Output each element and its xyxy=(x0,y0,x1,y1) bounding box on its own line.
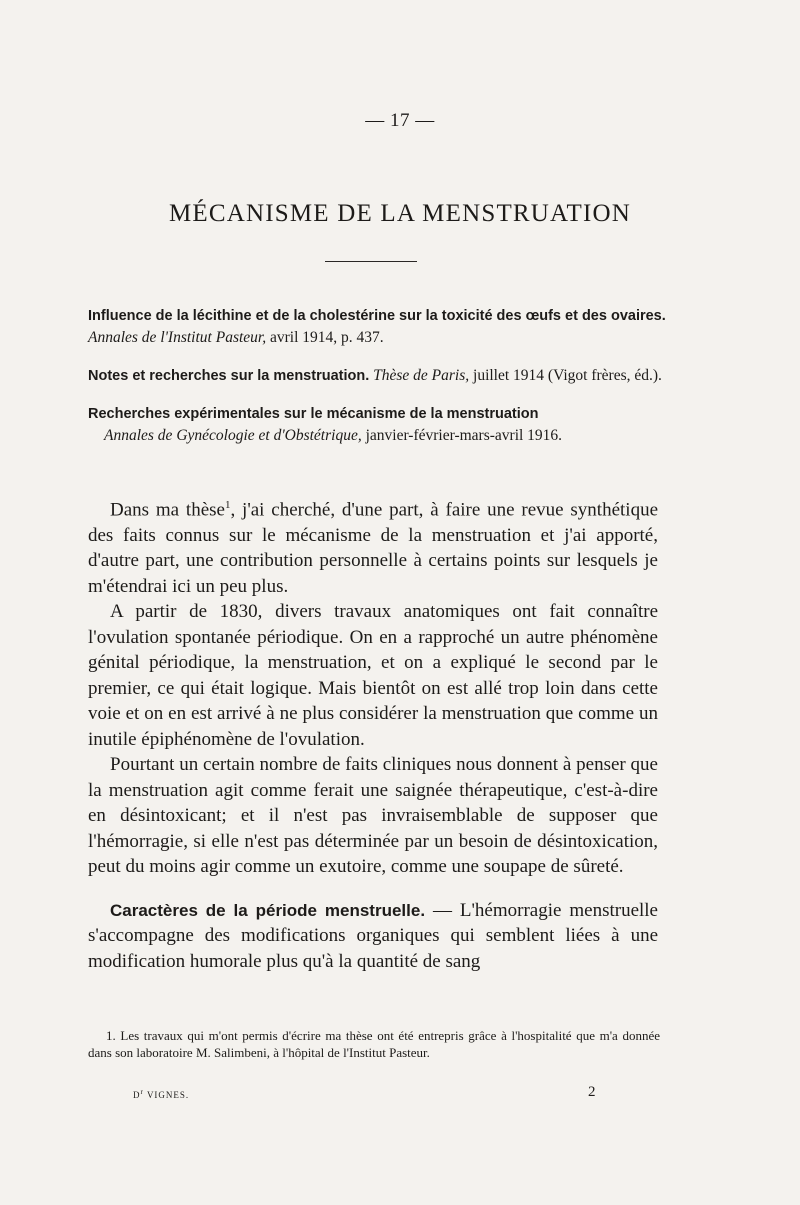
signature-prefix: D xyxy=(133,1090,141,1100)
title-divider xyxy=(325,261,417,262)
reference-list xyxy=(88,305,673,463)
page-number: — 17 — xyxy=(365,110,435,131)
section-heading: Caractères de la période menstruelle. xyxy=(110,900,426,920)
body-text xyxy=(88,493,658,974)
chapter-title: MÉCANISME DE LA MENSTRUATION xyxy=(168,200,632,227)
reference-title: Influence de la lécithine et de la cholestérine sur la toxicité des œufs et des ovaires. xyxy=(88,308,666,324)
paragraph: Pourtant un certain nombre de faits cliniques nous donnent à penser que la menstruation agit comme ferait une saignée thérapeutique, c'est-à-dire en désintoxicant; et il n'est pas invraisemblable de supposer que l'hémorragie, si elle n'est pas déterminée par un besoin de désintoxication, peut du moins agir comme un exutoire, comme une soupape de sûreté. xyxy=(88,754,658,878)
signature-prefix-sup: r xyxy=(140,1088,144,1096)
footnote-number: 1. xyxy=(106,1028,116,1043)
sheet-number: 2 xyxy=(588,1084,596,1100)
footnote-marker: 1 xyxy=(224,499,231,511)
reference-title: Notes et recherches sur la menstruation. xyxy=(88,368,370,384)
paragraph-text: , j'ai cherché, d'une part, à faire une revue synthétique des faits connus sur le mécanisme de la menstruation et j'ai apporté, d'autre part, une contribution personnelle à certains points sur lesquels je m'étendrai ici un peu plus. xyxy=(88,499,658,597)
reference-details: juillet 1914 (Vigot frères, éd.). xyxy=(473,367,662,384)
reference-details: avril 1914, p. 437. xyxy=(269,329,384,346)
reference-source: Annales de Gynécologie et d'Obstétrique, xyxy=(104,427,362,444)
paragraph-text: — L'hémorragie menstruelle s'accompagne des modifications organiques qui semblent liées à une modification humorale plus qu'à la quantité de sang xyxy=(88,899,658,972)
footnote-text: Les travaux qui m'ont permis d'écrire ma thèse ont été entrepris grâce à l'hospitalité que m'a donnée dans son laboratoire M. Salimbeni, à l'hôpital de l'Institut Pasteur. xyxy=(88,1028,660,1060)
reference-item xyxy=(88,305,673,349)
reference-source: Thèse de Paris, xyxy=(373,367,470,384)
signature-name: VIGNES. xyxy=(146,1090,190,1100)
section-paragraph xyxy=(88,898,658,975)
reference-item xyxy=(88,365,673,387)
reference-details: janvier-février-mars-avril 1916. xyxy=(365,427,563,444)
footnote xyxy=(88,1027,660,1061)
reference-source: Annales de l'Institut Pasteur, xyxy=(88,329,267,346)
reference-item xyxy=(88,403,673,447)
paragraph xyxy=(88,493,658,599)
paragraph-text: Dans ma thèse xyxy=(110,499,225,521)
paragraph: A partir de 1830, divers travaux anatomiques ont fait connaître l'ovulation spontanée périodique. On en a rapproché un autre phénomène génital périodique, la menstruation, et on a expliqué le second par le premier, ce qui était logique. Mais bientôt on est allé trop loin dans cette voie et on en est arrivé à ne plus considérer la menstruation que comme un inutile épiphénomène de l'ovulation. xyxy=(88,601,658,750)
reference-title: Recherches expérimentales sur le mécanisme de la menstruation xyxy=(88,406,539,422)
printer-signature xyxy=(133,1088,189,1100)
